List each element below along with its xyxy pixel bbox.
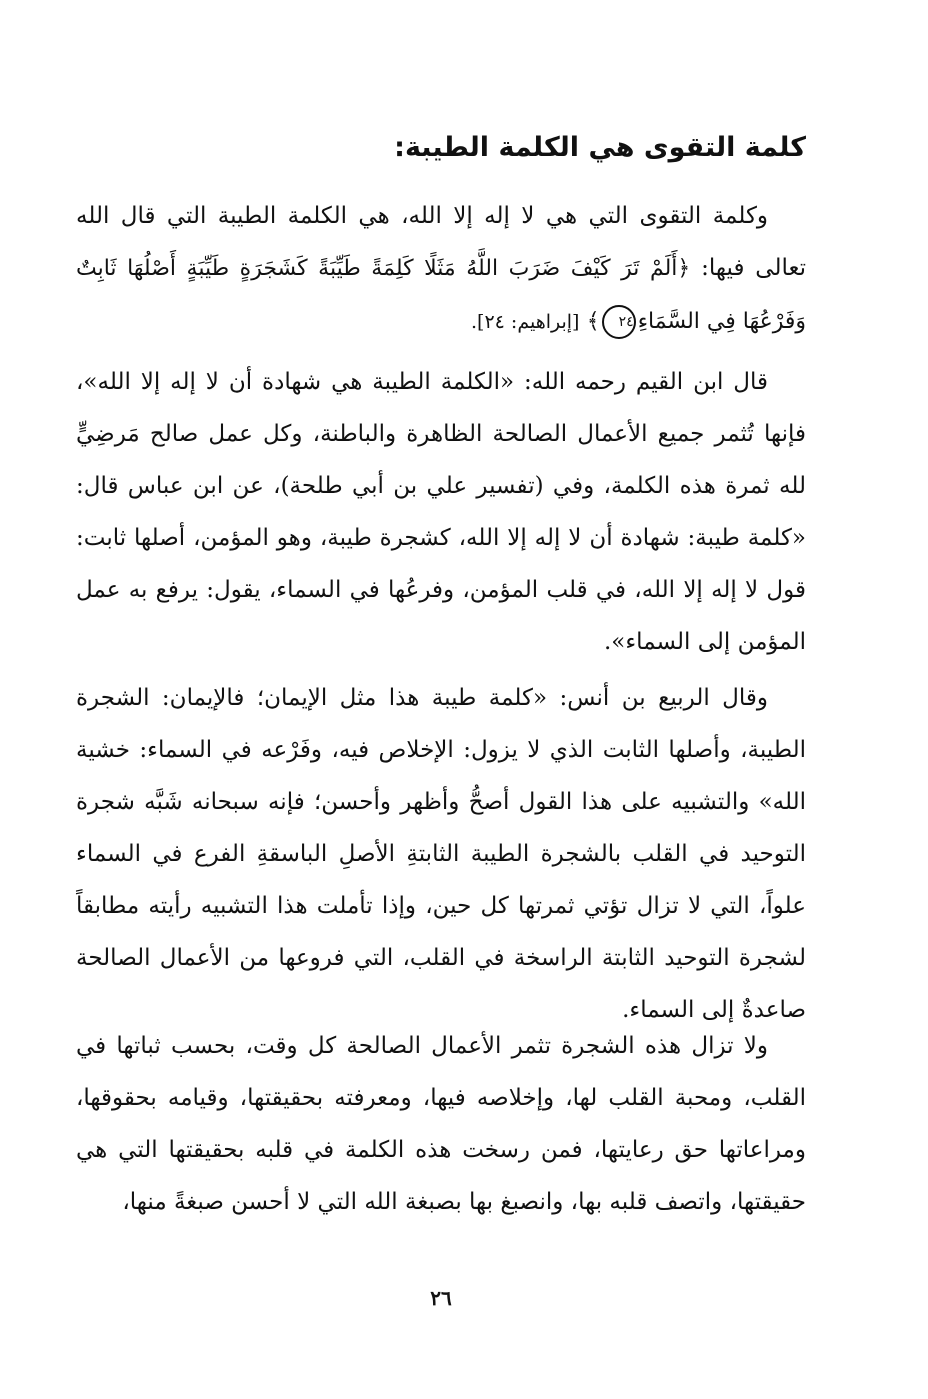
ayah-number-marker: ٢٤ bbox=[602, 305, 636, 339]
paragraph-rabi-ibn-anas: وقال الربيع بن أنس: «كلمة طيبة هذا مثل الإيمان؛ فالإيمان: الشجرة الطيبة، وأصلها الثابت الذي لا يزول: الإخلاص فيه، وفَرْعه في السماء: خشية الله» والتشبيه على هذا القول أصحُّ وأظهر وأحسن؛ فإنه سبحانه شَبَّه شجرة التوحيد في القلب بالشجرة الطيبة الثابتةِ الأصلِ الباسقةِ الفرع في السماء علواً، التي لا تزال تؤتي ثمرتها كل حين، وإذا تأملت هذا التشبيه رأيته مطابقاً لشجرة التوحيد الثابتة الراسخة في القلب، التي فروعها من الأعمال الصالحة صاعدةٌ إلى السماء. bbox=[76, 685, 806, 1023]
paragraph-tree-fruits: ولا تزال هذه الشجرة تثمر الأعمال الصالحة كل وقت، بحسب ثباتها في القلب، ومحبة القلب لها، وإخلاصه فيها، ومعرفته بحقيقتها، وقيامه بحقوقها، ومراعاتها حق رعايتها، فمن رسخت هذه الكلمة في قلبه بحقيقتها التي هي حقيقتها، واتصف قلبه بها، وانصبغ بها بصبغة الله التي لا أحسن صبغةً منها، bbox=[76, 1033, 806, 1215]
quran-verse-close: ﴾ bbox=[586, 309, 600, 334]
section-heading: كلمة التقوى هي الكلمة الطيبة: bbox=[394, 132, 806, 163]
paragraph-ibn-qayyim: قال ابن القيم رحمه الله: «الكلمة الطيبة هي شهادة أن لا إله إلا الله»، فإنها تُثمر جميع الأعمال الصالحة الظاهرة والباطنة، وكل عمل صالح مَرضِيٍّ لله ثمرة هذه الكلمة، وفي (تفسير علي بن أبي طلحة)، عن ابن عباس قال: «كلمة طيبة: شهادة أن لا إله إلا الله، كشجرة طيبة، وهو المؤمن، أصلها ثابت: قول لا إله إلا الله، في قلب المؤمن، وفرعُها في السماء، يقول: يرفع به عمل المؤمن إلى السماء». bbox=[76, 369, 806, 655]
paragraph-quran-verse bbox=[76, 190, 806, 348]
page-number: ٢٦ bbox=[430, 1286, 452, 1310]
book-page bbox=[76, 0, 806, 1399]
verse-reference: [إبراهيم: ٢٤]. bbox=[471, 311, 580, 333]
paragraph-intro-text: وكلمة التقوى التي هي لا إله إلا الله، هي الكلمة الطيبة التي قال الله تعالى فيها: bbox=[76, 203, 806, 281]
quran-verse: ﴿أَلَمْ تَرَ كَيْفَ ضَرَبَ اللَّهُ مَثَلًا كَلِمَةً طَيِّبَةً كَشَجَرَةٍ طَيِّبَةٍ أَصْلُهَا ثَابِتٌ وَفَرْعُهَا فِي السَّمَاءِ bbox=[76, 256, 806, 334]
